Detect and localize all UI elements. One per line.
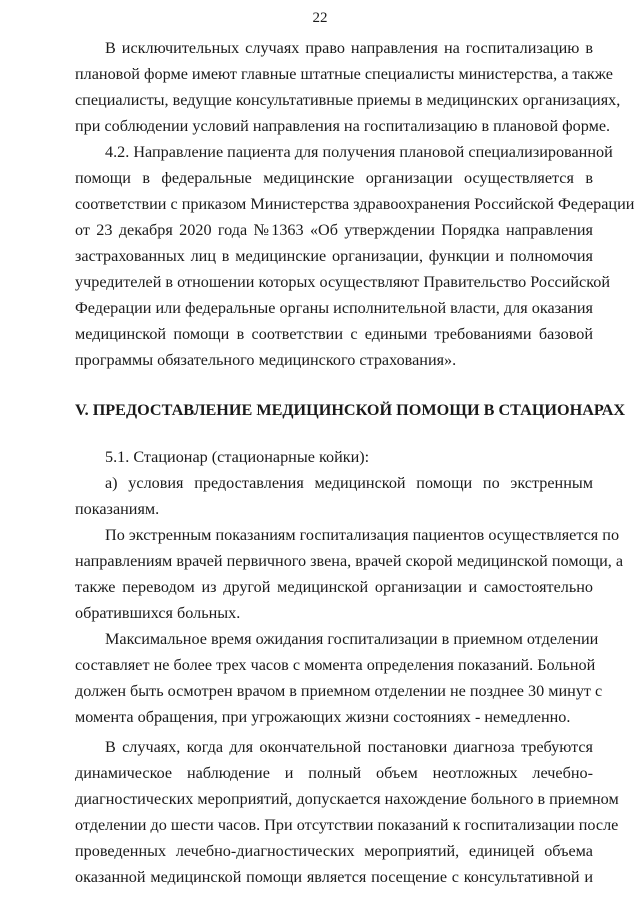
paragraph-line: 4.2. Направление пациента для получения плановой специализированной <box>105 143 613 161</box>
paragraph-line: медицинской помощи в соответствии с едиными требованиями базовой <box>75 325 593 343</box>
paragraph-line: специалисты, ведущие консультативные приемы в медицинских организациях, <box>75 91 621 109</box>
paragraph-line: Максимальное время ожидания госпитализации в приемном отделении <box>105 630 599 648</box>
paragraph-line: динамическое наблюдение и полный объем неотложных лечебно- <box>75 764 593 782</box>
paragraph-line: В исключительных случаях право направления на госпитализацию в <box>105 39 593 57</box>
paragraph-line: при соблюдении условий направления на госпитализацию в плановой форме. <box>75 117 611 135</box>
paragraph-line: помощи в федеральные медицинские организации осуществляется в <box>75 169 593 187</box>
paragraph-line: также переводом из другой медицинской организации и самостоятельно <box>75 578 593 596</box>
paragraph-line: По экстренным показаниям госпитализация пациентов осуществляется по <box>105 526 620 544</box>
paragraph-line: момента обращения, при угрожающих жизни состояниях - немедленно. <box>75 708 571 726</box>
paragraph-line: застрахованных лиц в медицинские организации, функции и полномочия <box>75 247 593 265</box>
paragraph-line: диагностических мероприятий, допускается нахождение больного в приемном <box>75 790 619 808</box>
page-number: 22 <box>312 10 328 26</box>
section-heading: V. ПРЕДОСТАВЛЕНИЕ МЕДИЦИНСКОЙ ПОМОЩИ В СТАЦИОНАРАХ <box>75 401 626 419</box>
paragraph-line: программы обязательного медицинского страхования». <box>75 351 457 369</box>
paragraph-line: отделении до шести часов. При отсутствии показаний к госпитализации после <box>75 816 619 834</box>
paragraph-line: направлениям врачей первичного звена, врачей скорой медицинской помощи, а <box>75 552 624 570</box>
paragraph-line: проведенных лечебно-диагностических мероприятий, единицей объема <box>75 842 593 860</box>
paragraph-line: от 23 декабря 2020 года №1363 «Об утверждении Порядка направления <box>75 221 593 239</box>
paragraph-line: соответствии с приказом Министерства здравоохранения Российской Федерации <box>75 195 635 213</box>
paragraph-line: показаниям. <box>75 500 160 518</box>
paragraph-line: 5.1. Стационар (стационарные койки): <box>105 448 370 466</box>
paragraph-line: а) условия предоставления медицинской помощи по экстренным <box>105 474 593 492</box>
paragraph-line: должен быть осмотрен врачом в приемном отделении не позднее 30 минут с <box>75 682 603 700</box>
paragraph-line: составляет не более трех часов с момента определения показаний. Больной <box>75 656 596 674</box>
paragraph-line: обратившихся больных. <box>75 604 241 622</box>
paragraph-line: Федерации или федеральные органы исполнительной власти, для оказания <box>75 299 593 317</box>
paragraph-line: В случаях, когда для окончательной постановки диагноза требуются <box>105 738 593 756</box>
paragraph-line: учредителей в отношении которых осуществляют Правительство Российской <box>75 273 611 291</box>
paragraph-line: оказанной медицинской помощи является посещение с консультативной и <box>75 868 593 886</box>
paragraph-line: плановой форме имеют главные штатные специалисты министерства, а также <box>75 65 613 83</box>
